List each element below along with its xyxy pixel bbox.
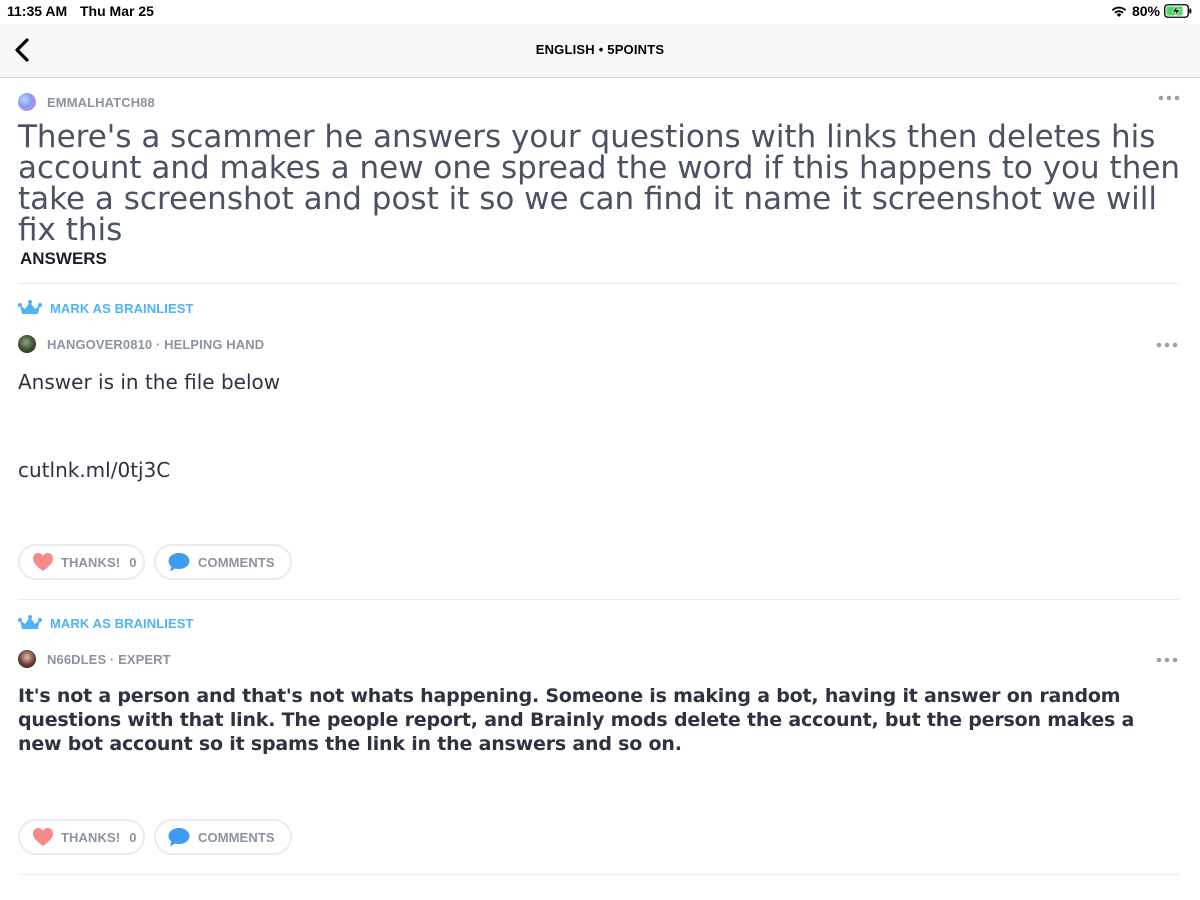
thanks-count: 0 — [129, 554, 137, 570]
status-indicators — [1110, 3, 1192, 19]
brainliest-label: MARK AS BRAINLIEST — [50, 615, 194, 631]
navigation-bar — [0, 24, 1200, 78]
question-author-name[interactable]: EMMALHATCH88 — [47, 94, 155, 110]
comments-button[interactable] — [154, 819, 292, 855]
divider — [18, 874, 1180, 875]
thanks-button[interactable] — [18, 819, 145, 855]
heart-icon — [32, 552, 54, 572]
comments-label: COMMENTS — [198, 554, 275, 570]
mark-as-brainliest-button[interactable] — [18, 298, 194, 318]
comments-button[interactable] — [154, 544, 292, 580]
question-text: There's a scammer he answers your questions with links then deletes his account and makes a new one spread the word if this happens to you then take a screenshot and post it so we can find it name it screenshot we will fix this — [18, 119, 1181, 248]
heart-icon — [32, 827, 54, 847]
more-options-icon[interactable] — [1156, 341, 1178, 349]
answers-heading: ANSWERS — [20, 249, 107, 268]
wifi-icon — [1110, 4, 1128, 18]
more-options-icon[interactable] — [1158, 94, 1180, 102]
crown-icon — [18, 300, 42, 316]
avatar[interactable] — [18, 335, 36, 353]
nav-title: ENGLISH • 5POINTS — [535, 42, 665, 57]
more-options-icon[interactable] — [1156, 656, 1178, 664]
answer-author-name[interactable]: N66DLES · EXPERT — [47, 651, 171, 667]
crown-icon — [18, 615, 42, 631]
avatar[interactable] — [18, 650, 36, 668]
status-bar — [0, 0, 1200, 24]
mark-as-brainliest-button[interactable] — [18, 613, 194, 633]
answer-author-name[interactable]: HANGOVER0810 · HELPING HAND — [47, 336, 265, 352]
thanks-button[interactable] — [18, 544, 145, 580]
divider — [18, 599, 1180, 600]
thanks-label: THANKS! — [61, 829, 121, 845]
comment-bubble-icon — [167, 551, 191, 573]
status-date: Thu Mar 25 — [80, 3, 154, 19]
answer-author[interactable] — [18, 649, 171, 669]
avatar[interactable] — [18, 93, 36, 111]
question-author[interactable] — [18, 92, 155, 112]
brainliest-label: MARK AS BRAINLIEST — [50, 300, 194, 316]
battery-charging-icon — [1164, 4, 1192, 18]
comment-bubble-icon — [167, 826, 191, 848]
battery-percentage: 80% — [1131, 3, 1160, 19]
divider — [18, 283, 1180, 284]
answer-text: It's not a person and that's not whats happening. Someone is making a bot, having it answer on random questions with that link. The people report, and Brainly mods delete the account, but the person makes a new bot account so it spams the link in the answers and so on. — [18, 685, 1135, 755]
answer-author[interactable] — [18, 334, 264, 354]
answer-link-text: cutlnk.ml/0tj3C — [18, 458, 171, 482]
thanks-count: 0 — [129, 829, 137, 845]
thanks-label: THANKS! — [61, 554, 121, 570]
answer-text: Answer is in the file below — [18, 370, 281, 394]
status-time: 11:35 AM — [7, 3, 68, 19]
comments-label: COMMENTS — [198, 829, 275, 845]
